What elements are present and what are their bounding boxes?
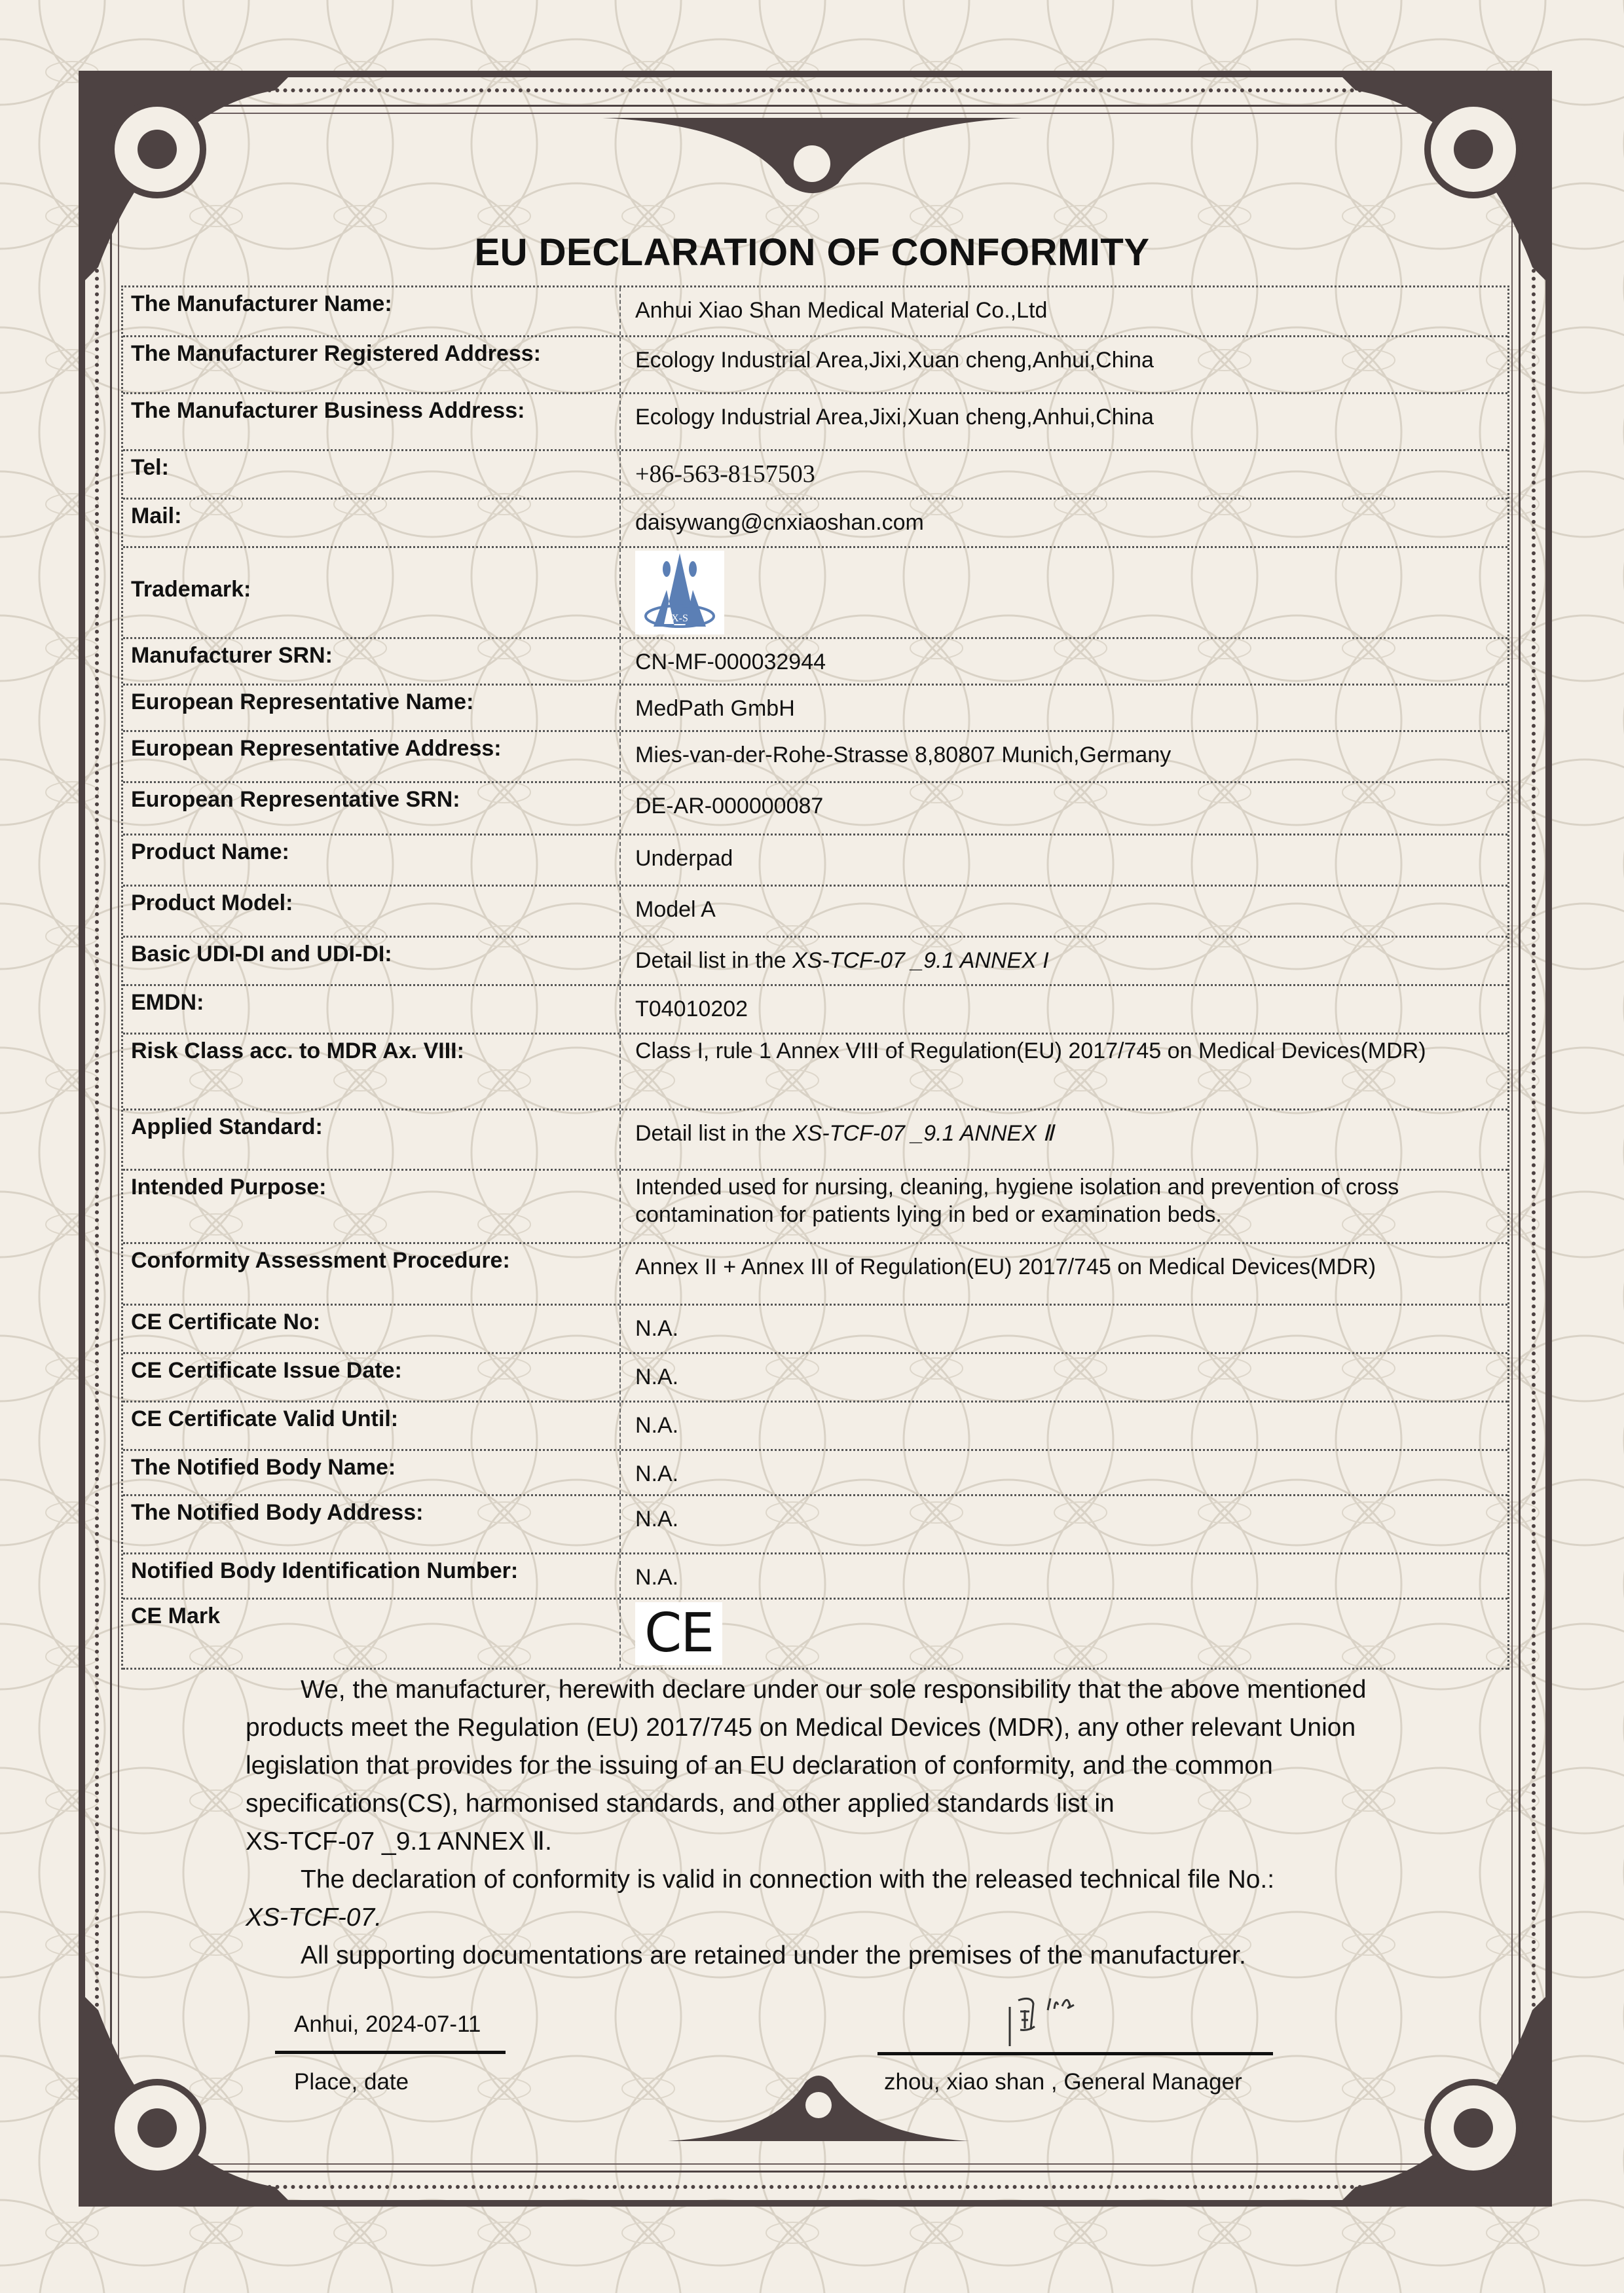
declaration-paragraph-3: All supporting documentations are retained under the premises of the manufacturer. (301, 1941, 1246, 1970)
field-value-text: T04010202 (635, 997, 748, 1021)
field-label: The Manufacturer Business Address: (123, 394, 621, 449)
field-value-text: CN-MF-000032944 (635, 650, 826, 674)
table-row (123, 394, 1507, 451)
corner-ornament-icon (79, 1990, 295, 2207)
field-value (621, 1035, 1507, 1109)
field-value (621, 1110, 1507, 1169)
table-row (123, 835, 1507, 887)
table-row (123, 887, 1507, 938)
field-value (621, 451, 1507, 498)
table-row (123, 1354, 1507, 1403)
place-date-value: Anhui, 2024-07-11 (294, 2011, 481, 2037)
table-row (123, 451, 1507, 500)
field-label: The Notified Body Name: (123, 1451, 621, 1494)
field-value (621, 887, 1507, 936)
declaration-paragraph-2: The declaration of conformity is valid in connection with the released technical file No.: (301, 1865, 1275, 1894)
field-value-text: Class I, rule 1 Annex VIII of Regulation(EU) 2017/745 on Medical Devices(MDR) (635, 1038, 1426, 1063)
field-label: The Manufacturer Name: (123, 287, 621, 335)
field-value-text: Mies-van-der-Rohe-Strasse 8,80807 Munich,Germany (635, 743, 1172, 767)
field-value-text: Underpad (635, 846, 733, 871)
place-date-line (275, 2051, 506, 2054)
table-row (123, 1110, 1507, 1171)
field-value-text: MedPath GmbH (635, 696, 795, 721)
field-value-text: Ecology Industrial Area,Jixi,Xuan cheng,Anhui,China (635, 405, 1154, 430)
trademark-logo (635, 551, 724, 634)
field-value (621, 1451, 1507, 1494)
table-row (123, 548, 1507, 639)
field-label: European Representative Address: (123, 732, 621, 781)
table-row (123, 639, 1507, 686)
table-row (123, 686, 1507, 732)
field-value (621, 287, 1507, 335)
document-title: EU DECLARATION OF CONFORMITY (474, 231, 1150, 274)
field-label: European Representative SRN: (123, 783, 621, 834)
field-label: CE Certificate Issue Date: (123, 1354, 621, 1401)
field-value-text: Model A (635, 897, 716, 922)
field-label: Tel: (123, 451, 621, 498)
table-row (123, 1554, 1507, 1600)
document-reference: XS-TCF-07 _9.1 ANNEX I (792, 948, 1049, 973)
svg-text:X-S: X-S (671, 613, 688, 624)
field-value-text: N.A. (635, 1461, 679, 1486)
field-label: The Notified Body Address: (123, 1496, 621, 1552)
field-value (621, 1554, 1507, 1598)
field-label: Mail: (123, 500, 621, 546)
field-value-text: N.A. (635, 1413, 679, 1438)
field-value (621, 548, 1507, 637)
field-label: EMDN: (123, 986, 621, 1033)
table-row (123, 1035, 1507, 1110)
field-label: CE Certificate No: (123, 1306, 621, 1352)
field-label: Product Model: (123, 887, 621, 936)
table-row (123, 500, 1507, 548)
field-value (621, 686, 1507, 730)
field-value-text: Intended used for nursing, cleaning, hygiene isolation and prevention of cross contamination for patients lying in bed or examination beds. (635, 1175, 1399, 1227)
table-row (123, 1600, 1507, 1670)
field-label: Intended Purpose: (123, 1171, 621, 1242)
handwritten-signature (1002, 1990, 1113, 2049)
field-value-text: Anhui Xiao Shan Medical Material Co.,Ltd (635, 298, 1048, 323)
signature-line (877, 2052, 1273, 2055)
table-row (123, 783, 1507, 835)
table-row (123, 1171, 1507, 1244)
declaration-annex-ref: XS-TCF-07 _9.1 ANNEX Ⅱ. (246, 1827, 552, 1856)
table-row (123, 938, 1507, 986)
signer-name-title: zhou, xiao shan , General Manager (884, 2069, 1242, 2095)
field-label: Manufacturer SRN: (123, 639, 621, 684)
top-ornament-icon (602, 111, 1022, 203)
declaration-table (121, 285, 1509, 1670)
field-value-text: Detail list in the (635, 1121, 792, 1146)
field-value (621, 1354, 1507, 1401)
field-value (621, 986, 1507, 1033)
field-value (621, 938, 1507, 984)
table-row (123, 732, 1507, 783)
field-value (621, 639, 1507, 684)
field-label: Trademark: (123, 548, 621, 637)
field-label: Product Name: (123, 835, 621, 885)
field-value (621, 1403, 1507, 1449)
field-value-text: DE-AR-000000087 (635, 794, 824, 818)
field-value-text: N.A. (635, 1316, 679, 1341)
table-row (123, 1403, 1507, 1451)
field-value-text: Ecology Industrial Area,Jixi,Xuan cheng,Anhui,China (635, 348, 1154, 373)
field-value (621, 732, 1507, 781)
field-value (621, 1171, 1507, 1242)
ce-mark-icon: CE (635, 1602, 722, 1665)
field-label: Conformity Assessment Procedure: (123, 1244, 621, 1304)
corner-ornament-icon (1336, 1990, 1552, 2207)
field-value-text: Annex II + Annex III of Regulation(EU) 2017/745 on Medical Devices(MDR) (635, 1255, 1376, 1279)
field-label: CE Certificate Valid Until: (123, 1403, 621, 1449)
field-value-text: Detail list in the (635, 948, 792, 973)
table-row (123, 1496, 1507, 1554)
place-date-label: Place, date (294, 2069, 409, 2095)
field-value (621, 835, 1507, 885)
field-label: European Representative Name: (123, 686, 621, 730)
field-value (621, 783, 1507, 834)
field-value (621, 1496, 1507, 1552)
technical-file-ref: XS-TCF-07. (246, 1903, 382, 1932)
table-row (123, 287, 1507, 337)
declaration-text (246, 1671, 1411, 1975)
field-label: Risk Class acc. to MDR Ax. VIII: (123, 1035, 621, 1109)
field-label: The Manufacturer Registered Address: (123, 337, 621, 392)
document-reference: XS-TCF-07 _9.1 ANNEX Ⅱ (792, 1121, 1054, 1146)
table-row (123, 986, 1507, 1035)
field-value (621, 1600, 1507, 1668)
field-value-text: N.A. (635, 1365, 679, 1389)
field-value-text: +86-563-8157503 (635, 460, 815, 488)
field-label: Basic UDI-DI and UDI-DI: (123, 938, 621, 984)
field-value-text: N.A. (635, 1507, 679, 1532)
table-row (123, 337, 1507, 394)
table-row (123, 1306, 1507, 1354)
field-label: Notified Body Identification Number: (123, 1554, 621, 1598)
field-value-text: daisywang@cnxiaoshan.com (635, 510, 924, 535)
field-label: CE Mark (123, 1600, 621, 1668)
field-value (621, 500, 1507, 546)
declaration-paragraph-1: We, the manufacturer, herewith declare under our sole responsibility that the above mentioned products meet the Regulation (EU) 2017/745 on Medical Devices (MDR), any other relevant Union legislation that provides for the issuing of an EU declaration of conformity, and the common specifications(CS), harmonised standards, and other applied standards list in (246, 1676, 1367, 1818)
field-value (621, 1306, 1507, 1352)
table-row (123, 1451, 1507, 1496)
table-row (123, 1244, 1507, 1306)
field-value-text: N.A. (635, 1565, 679, 1590)
field-value (621, 1244, 1507, 1304)
field-value (621, 394, 1507, 449)
field-label: Applied Standard: (123, 1110, 621, 1169)
field-value (621, 337, 1507, 392)
